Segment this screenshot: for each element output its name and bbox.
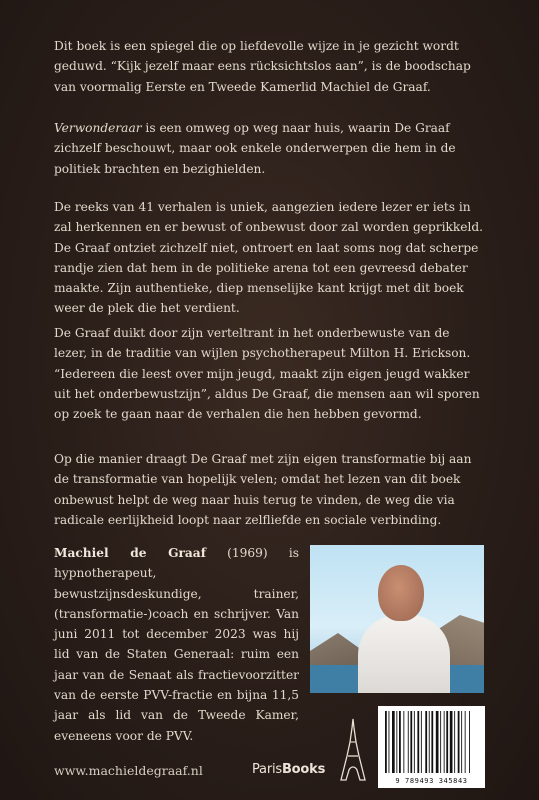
blurb-paragraph-5: Op die manier draagt De Graaf met zijn eigen transformatie bij aan de transformatie van hopelijk velen; omdat het lezen van dit boek onbewust helpt de weg naar huis terug te vinden, de weg die via radicale eerlijkheid loopt naar zelfliefde en sociale verbinding. — [54, 452, 472, 527]
isbn-barcode — [378, 706, 485, 788]
publisher-logo-part1: Paris — [252, 762, 282, 777]
blurb-paragraph-2 — [54, 118, 486, 179]
website-link[interactable]: www.machieldegraaf.nl — [54, 763, 203, 778]
blurb-paragraph-1: Dit boek is een spiegel die op liefdevolle wijze in je gezicht wordt geduwd. “Kijk jezelf maar eens rücksichtslos aan”, is de boodschap van voormalig Eerste en Tweede Kamerlid Machiel de Graaf. — [54, 39, 471, 94]
author-bio-text: (1969) is hypnotherapeut, bewustzijnsdeskundige, trainer, (transformatie-)coach en schrijver. Van juni 2011 tot december 2023 was hij lid van de Staten Generaal: ruim een jaar van de Senaat als fractievoorzitter van de eerste PVV-fractie en bijna 11,5 jaar als lid van de Tweede Kamer, eveneens voor de PVV. — [54, 546, 299, 743]
author-photo — [310, 545, 484, 693]
publisher-logo-part2: Books — [281, 762, 326, 777]
blurb-paragraph-2-text: is een omweg op weg naar huis, waarin De Graaf zichzelf beschouwt, maar ook enkele onderwerpen die hem in de politiek brachten en bezighielden. — [54, 121, 456, 176]
blurb-paragraph-3: De reeks van 41 verhalen is uniek, aangezien iedere lezer er iets in zal herkennen en er bewust of onbewust door zal worden geprikkeld. De Graaf ontziet zichzelf niet, ontroert en laat soms nog dat scherpe randje zien dat hem in de politieke arena tot een gevreesd debater maakte. Zijn authentieke, diep menselijke kant krijgt met dit boek weer de plek die het verdient. — [54, 200, 484, 316]
author-bio — [54, 543, 299, 746]
blurb-paragraph-4: De Graaf duikt door zijn verteltrant in het onderbewuste van de lezer, in de traditie van wijlen psychotherapeut Milton H. Erickson. “Iedereen die leest over mijn jeugd, maakt zijn eigen jeugd wakker uit het onderbewustzijn”, aldus De Graaf, die mensen aan wil sporen op zoek te gaan naar de verhalen die hen hebben gevormd. — [54, 326, 480, 422]
eiffel-tower-icon — [336, 718, 370, 782]
author-name: Machiel de Graaf — [54, 546, 206, 560]
book-title: Verwonderaar — [54, 121, 142, 135]
isbn-number: 9 789493 345843 — [395, 777, 468, 785]
publisher-logo — [252, 762, 325, 777]
